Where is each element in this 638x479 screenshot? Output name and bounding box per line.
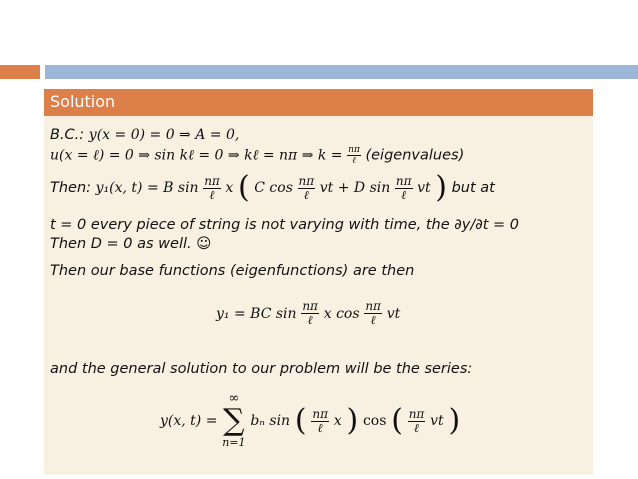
fraction-denominator: ℓ bbox=[401, 187, 407, 202]
bc-equation-2: u(x = ℓ) = 0 ⇒ sin kℓ = 0 ⇒ kℓ = nπ ⇒ k = bbox=[50, 147, 343, 164]
then-eq-a: y₁(x, t) = B sin bbox=[95, 180, 199, 196]
fraction-numerator: nπ bbox=[312, 406, 328, 421]
top-accent-bar-orange bbox=[0, 65, 40, 79]
display2-cos: cos bbox=[362, 413, 387, 429]
fraction-numerator: nπ bbox=[395, 173, 412, 188]
general-solution-line: and the general solution to our problem will be the series: bbox=[50, 361, 473, 377]
then-but: but at bbox=[451, 180, 495, 196]
fraction-denominator: ℓ bbox=[303, 187, 309, 202]
fraction-denominator: ℓ bbox=[209, 187, 215, 202]
then-label: Then: bbox=[50, 180, 92, 196]
then-eq-b: x bbox=[225, 180, 234, 196]
fraction-numerator: nπ bbox=[365, 299, 381, 313]
right-paren: ) bbox=[435, 170, 447, 205]
display2-term: bₙ sin bbox=[250, 413, 291, 429]
eigenvalue-fraction bbox=[347, 145, 361, 166]
then-eq-c: C cos bbox=[254, 180, 293, 196]
then-eq-e: vt bbox=[417, 180, 431, 196]
t0-line: t = 0 every piece of string is not varying with time, the ∂y/∂t = 0 bbox=[50, 217, 520, 233]
display2-x: x bbox=[333, 413, 342, 429]
eigenvalues-note: (eigenvalues) bbox=[365, 147, 465, 164]
bc-line bbox=[50, 126, 239, 144]
fraction-denominator: ℓ bbox=[370, 313, 376, 327]
then-line bbox=[50, 166, 495, 210]
left-paren: ( bbox=[391, 403, 403, 438]
display2-fraction-1 bbox=[311, 408, 329, 435]
then-fraction-1 bbox=[203, 175, 221, 202]
display-equation-1 bbox=[216, 300, 400, 327]
top-accent-bar-blue bbox=[45, 65, 638, 79]
display1-fraction-1 bbox=[301, 300, 319, 327]
display1-end: vt bbox=[386, 306, 401, 322]
bc-label: B.C.: bbox=[50, 127, 85, 143]
eigenvalue-line bbox=[50, 145, 464, 166]
then-eq-d: vt + D sin bbox=[319, 180, 391, 196]
left-paren: ( bbox=[237, 170, 250, 205]
d0-line: Then D = 0 as well. ☺ bbox=[50, 236, 212, 252]
base-functions-line: Then our base functions (eigenfunctions) are then bbox=[50, 263, 415, 279]
summation bbox=[222, 392, 245, 450]
right-paren: ) bbox=[448, 403, 461, 438]
bc-equation-1: y(x = 0) = 0 ⇒ A = 0, bbox=[88, 127, 240, 143]
then-fraction-3 bbox=[395, 175, 413, 202]
display1-mid: x cos bbox=[323, 306, 360, 322]
display1-lhs: y₁ = BC sin bbox=[216, 306, 297, 322]
block-title: Solution bbox=[50, 92, 116, 111]
sum-upper-limit: ∞ bbox=[228, 391, 240, 406]
fraction-denominator: ℓ bbox=[307, 313, 313, 327]
fraction-numerator: nπ bbox=[204, 173, 220, 188]
display1-fraction-2 bbox=[364, 300, 382, 327]
solution-block-header bbox=[44, 89, 593, 116]
fraction-denominator: ℓ bbox=[317, 420, 323, 435]
sigma-symbol: ∑ bbox=[223, 403, 245, 438]
fraction-numerator: nπ bbox=[348, 145, 360, 155]
display-equation-2 bbox=[160, 392, 460, 450]
fraction-denominator: ℓ bbox=[414, 420, 420, 435]
fraction-numerator: nπ bbox=[302, 299, 318, 313]
display2-lhs: y(x, t) = bbox=[160, 413, 218, 429]
right-paren: ) bbox=[346, 403, 359, 438]
then-fraction-2 bbox=[298, 175, 316, 202]
fraction-numerator: nπ bbox=[298, 173, 315, 188]
left-paren: ( bbox=[294, 403, 307, 438]
sum-lower-limit: n=1 bbox=[222, 436, 246, 449]
display2-fraction-2 bbox=[408, 408, 426, 435]
display2-vt: vt bbox=[430, 413, 444, 429]
fraction-denominator: ℓ bbox=[352, 156, 356, 166]
fraction-numerator: nπ bbox=[408, 406, 425, 421]
